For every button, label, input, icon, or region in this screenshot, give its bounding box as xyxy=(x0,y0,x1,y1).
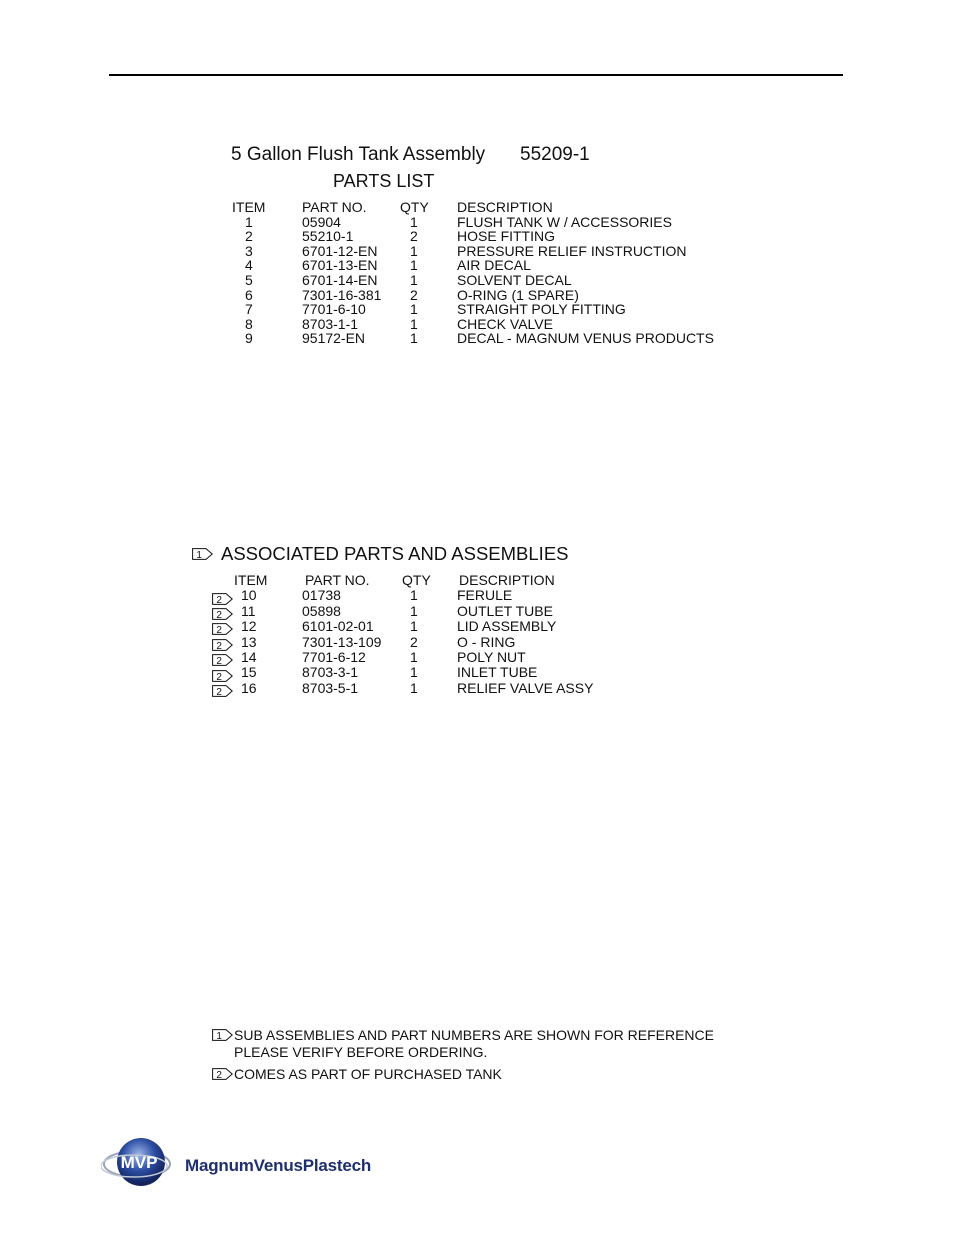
cell-item: 5 xyxy=(245,271,253,288)
table-row xyxy=(0,681,954,696)
cell-flag xyxy=(212,683,233,698)
header-part-no: PART NO. xyxy=(305,572,370,588)
svg-text:2: 2 xyxy=(216,671,222,682)
svg-text:1: 1 xyxy=(196,550,202,560)
cell-item: 1 xyxy=(245,213,253,230)
cell-part-no: 7701-6-12 xyxy=(302,648,366,665)
cell-description: LID ASSEMBLY xyxy=(457,618,557,635)
svg-text:2: 2 xyxy=(216,594,222,605)
cell-description: CHECK VALVE xyxy=(457,315,553,332)
cell-item: 2 xyxy=(245,228,253,245)
cell-item: 7 xyxy=(245,301,253,318)
brand-name: MagnumVenusPlastech xyxy=(185,1156,372,1175)
table-row xyxy=(0,588,954,603)
cell-description: STRAIGHT POLY FITTING xyxy=(457,301,626,318)
cell-description: HOSE FITTING xyxy=(457,228,555,245)
cell-description: FERULE xyxy=(457,587,513,604)
cell-item: 13 xyxy=(241,633,257,650)
header-description: DESCRIPTION xyxy=(459,572,555,588)
svg-text:MVP: MVP xyxy=(120,1153,158,1172)
cell-part-no: 7301-16-381 xyxy=(302,286,382,303)
cell-qty: 1 xyxy=(410,330,418,347)
table-row xyxy=(0,215,954,230)
svg-text:2: 2 xyxy=(216,625,222,636)
cell-description: POLY NUT xyxy=(457,648,526,665)
assembly-number: 55209-1 xyxy=(520,144,590,165)
cell-part-no: 8703-5-1 xyxy=(302,679,359,696)
cell-part-no: 8703-1-1 xyxy=(302,315,359,332)
table-row xyxy=(0,331,954,346)
svg-text:2: 2 xyxy=(216,610,222,621)
cell-part-no: 55210-1 xyxy=(302,228,354,245)
table-row xyxy=(0,258,954,273)
cell-description: O - RING xyxy=(457,633,516,650)
table-row xyxy=(0,302,954,317)
cell-item: 8 xyxy=(245,315,253,332)
company-logo xyxy=(101,1133,371,1195)
parts-table-header xyxy=(0,200,954,215)
cell-qty: 1 xyxy=(410,602,418,619)
cell-item: 14 xyxy=(241,648,257,665)
note-flag-icon xyxy=(192,548,213,560)
cell-part-no: 6701-12-EN xyxy=(302,242,378,259)
table-row xyxy=(0,635,954,650)
cell-item: 6 xyxy=(245,286,253,303)
table-row xyxy=(0,229,954,244)
header-qty: QTY xyxy=(402,572,431,588)
cell-qty: 2 xyxy=(410,286,418,303)
cell-qty: 1 xyxy=(410,664,418,681)
cell-item: 15 xyxy=(241,664,257,681)
cell-description: INLET TUBE xyxy=(457,664,538,681)
parts-list-heading: PARTS LIST xyxy=(333,171,435,191)
cell-part-no: 95172-EN xyxy=(302,330,366,347)
header-item: ITEM xyxy=(234,572,268,588)
svg-text:2: 2 xyxy=(216,640,222,651)
cell-part-no: 7301-13-109 xyxy=(302,633,382,650)
cell-qty: 1 xyxy=(410,271,418,288)
assembly-title: 5 Gallon Flush Tank Assembly xyxy=(231,144,486,165)
table-row xyxy=(0,619,954,634)
cell-part-no: 6701-13-EN xyxy=(302,257,378,274)
associated-table xyxy=(0,573,954,696)
cell-description: FLUSH TANK W / ACCESSORIES xyxy=(457,213,672,230)
header-part-no: PART NO. xyxy=(302,199,367,215)
document-title xyxy=(231,144,590,166)
cell-part-no: 6101-02-01 xyxy=(302,618,374,635)
footnote-2-line-1: COMES AS PART OF PURCHASED TANK xyxy=(234,1066,502,1082)
cell-item: 11 xyxy=(241,602,256,619)
table-row xyxy=(0,604,954,619)
cell-description: AIR DECAL xyxy=(457,257,531,274)
associated-heading xyxy=(192,543,569,565)
footnote-1-line-1: SUB ASSEMBLIES AND PART NUMBERS ARE SHOWN FOR REFERENCE xyxy=(234,1027,714,1043)
cell-description: O-RING (1 SPARE) xyxy=(457,286,579,303)
cell-description: RELIEF VALVE ASSY xyxy=(457,679,594,696)
cell-qty: 1 xyxy=(410,587,418,604)
svg-text:1: 1 xyxy=(216,1031,222,1041)
associated-heading-text: ASSOCIATED PARTS AND ASSEMBLIES xyxy=(221,543,569,564)
table-row xyxy=(0,288,954,303)
footnote-2 xyxy=(212,1066,714,1083)
footnote-1-line-2: PLEASE VERIFY BEFORE ORDERING. xyxy=(234,1044,488,1060)
svg-text:2: 2 xyxy=(216,687,222,698)
header-qty: QTY xyxy=(400,199,429,215)
table-row xyxy=(0,244,954,259)
note-flag-icon xyxy=(212,1029,233,1041)
cell-qty: 2 xyxy=(410,633,418,650)
parts-table xyxy=(0,200,954,346)
cell-part-no: 05898 xyxy=(302,602,341,619)
table-row xyxy=(0,317,954,332)
cell-qty: 1 xyxy=(410,648,418,665)
table-row xyxy=(0,665,954,680)
associated-table-header xyxy=(0,573,954,588)
top-rule xyxy=(109,74,843,76)
cell-part-no: 8703-3-1 xyxy=(302,664,359,681)
cell-item: 9 xyxy=(245,330,253,347)
cell-description: PRESSURE RELIEF INSTRUCTION xyxy=(457,242,687,259)
cell-part-no: 05904 xyxy=(302,213,341,230)
cell-qty: 1 xyxy=(410,301,418,318)
table-row xyxy=(0,273,954,288)
cell-qty: 1 xyxy=(410,213,418,230)
cell-item: 16 xyxy=(241,679,257,696)
mvp-globe-logo-icon xyxy=(101,1133,173,1195)
table-row xyxy=(0,650,954,665)
cell-part-no: 01738 xyxy=(302,587,341,604)
cell-qty: 1 xyxy=(410,618,418,635)
header-description: DESCRIPTION xyxy=(457,199,553,215)
cell-description: OUTLET TUBE xyxy=(457,602,553,619)
note-flag-icon xyxy=(212,1068,233,1080)
footnote-1 xyxy=(212,1027,714,1061)
cell-part-no: 7701-6-10 xyxy=(302,301,366,318)
cell-qty: 1 xyxy=(410,242,418,259)
cell-item: 4 xyxy=(245,257,253,274)
svg-text:2: 2 xyxy=(216,656,222,667)
svg-text:2: 2 xyxy=(216,1070,222,1080)
cell-item: 12 xyxy=(241,618,257,635)
footnotes xyxy=(212,1027,714,1083)
cell-part-no: 6701-14-EN xyxy=(302,271,378,288)
cell-item: 10 xyxy=(241,587,257,604)
cell-item: 3 xyxy=(245,242,253,259)
cell-description: DECAL - MAGNUM VENUS PRODUCTS xyxy=(457,330,714,347)
cell-qty: 1 xyxy=(410,315,418,332)
cell-qty: 1 xyxy=(410,257,418,274)
cell-description: SOLVENT DECAL xyxy=(457,271,572,288)
cell-qty: 1 xyxy=(410,679,418,696)
header-item: ITEM xyxy=(232,199,266,215)
note-flag-icon xyxy=(212,685,233,697)
cell-qty: 2 xyxy=(410,228,418,245)
